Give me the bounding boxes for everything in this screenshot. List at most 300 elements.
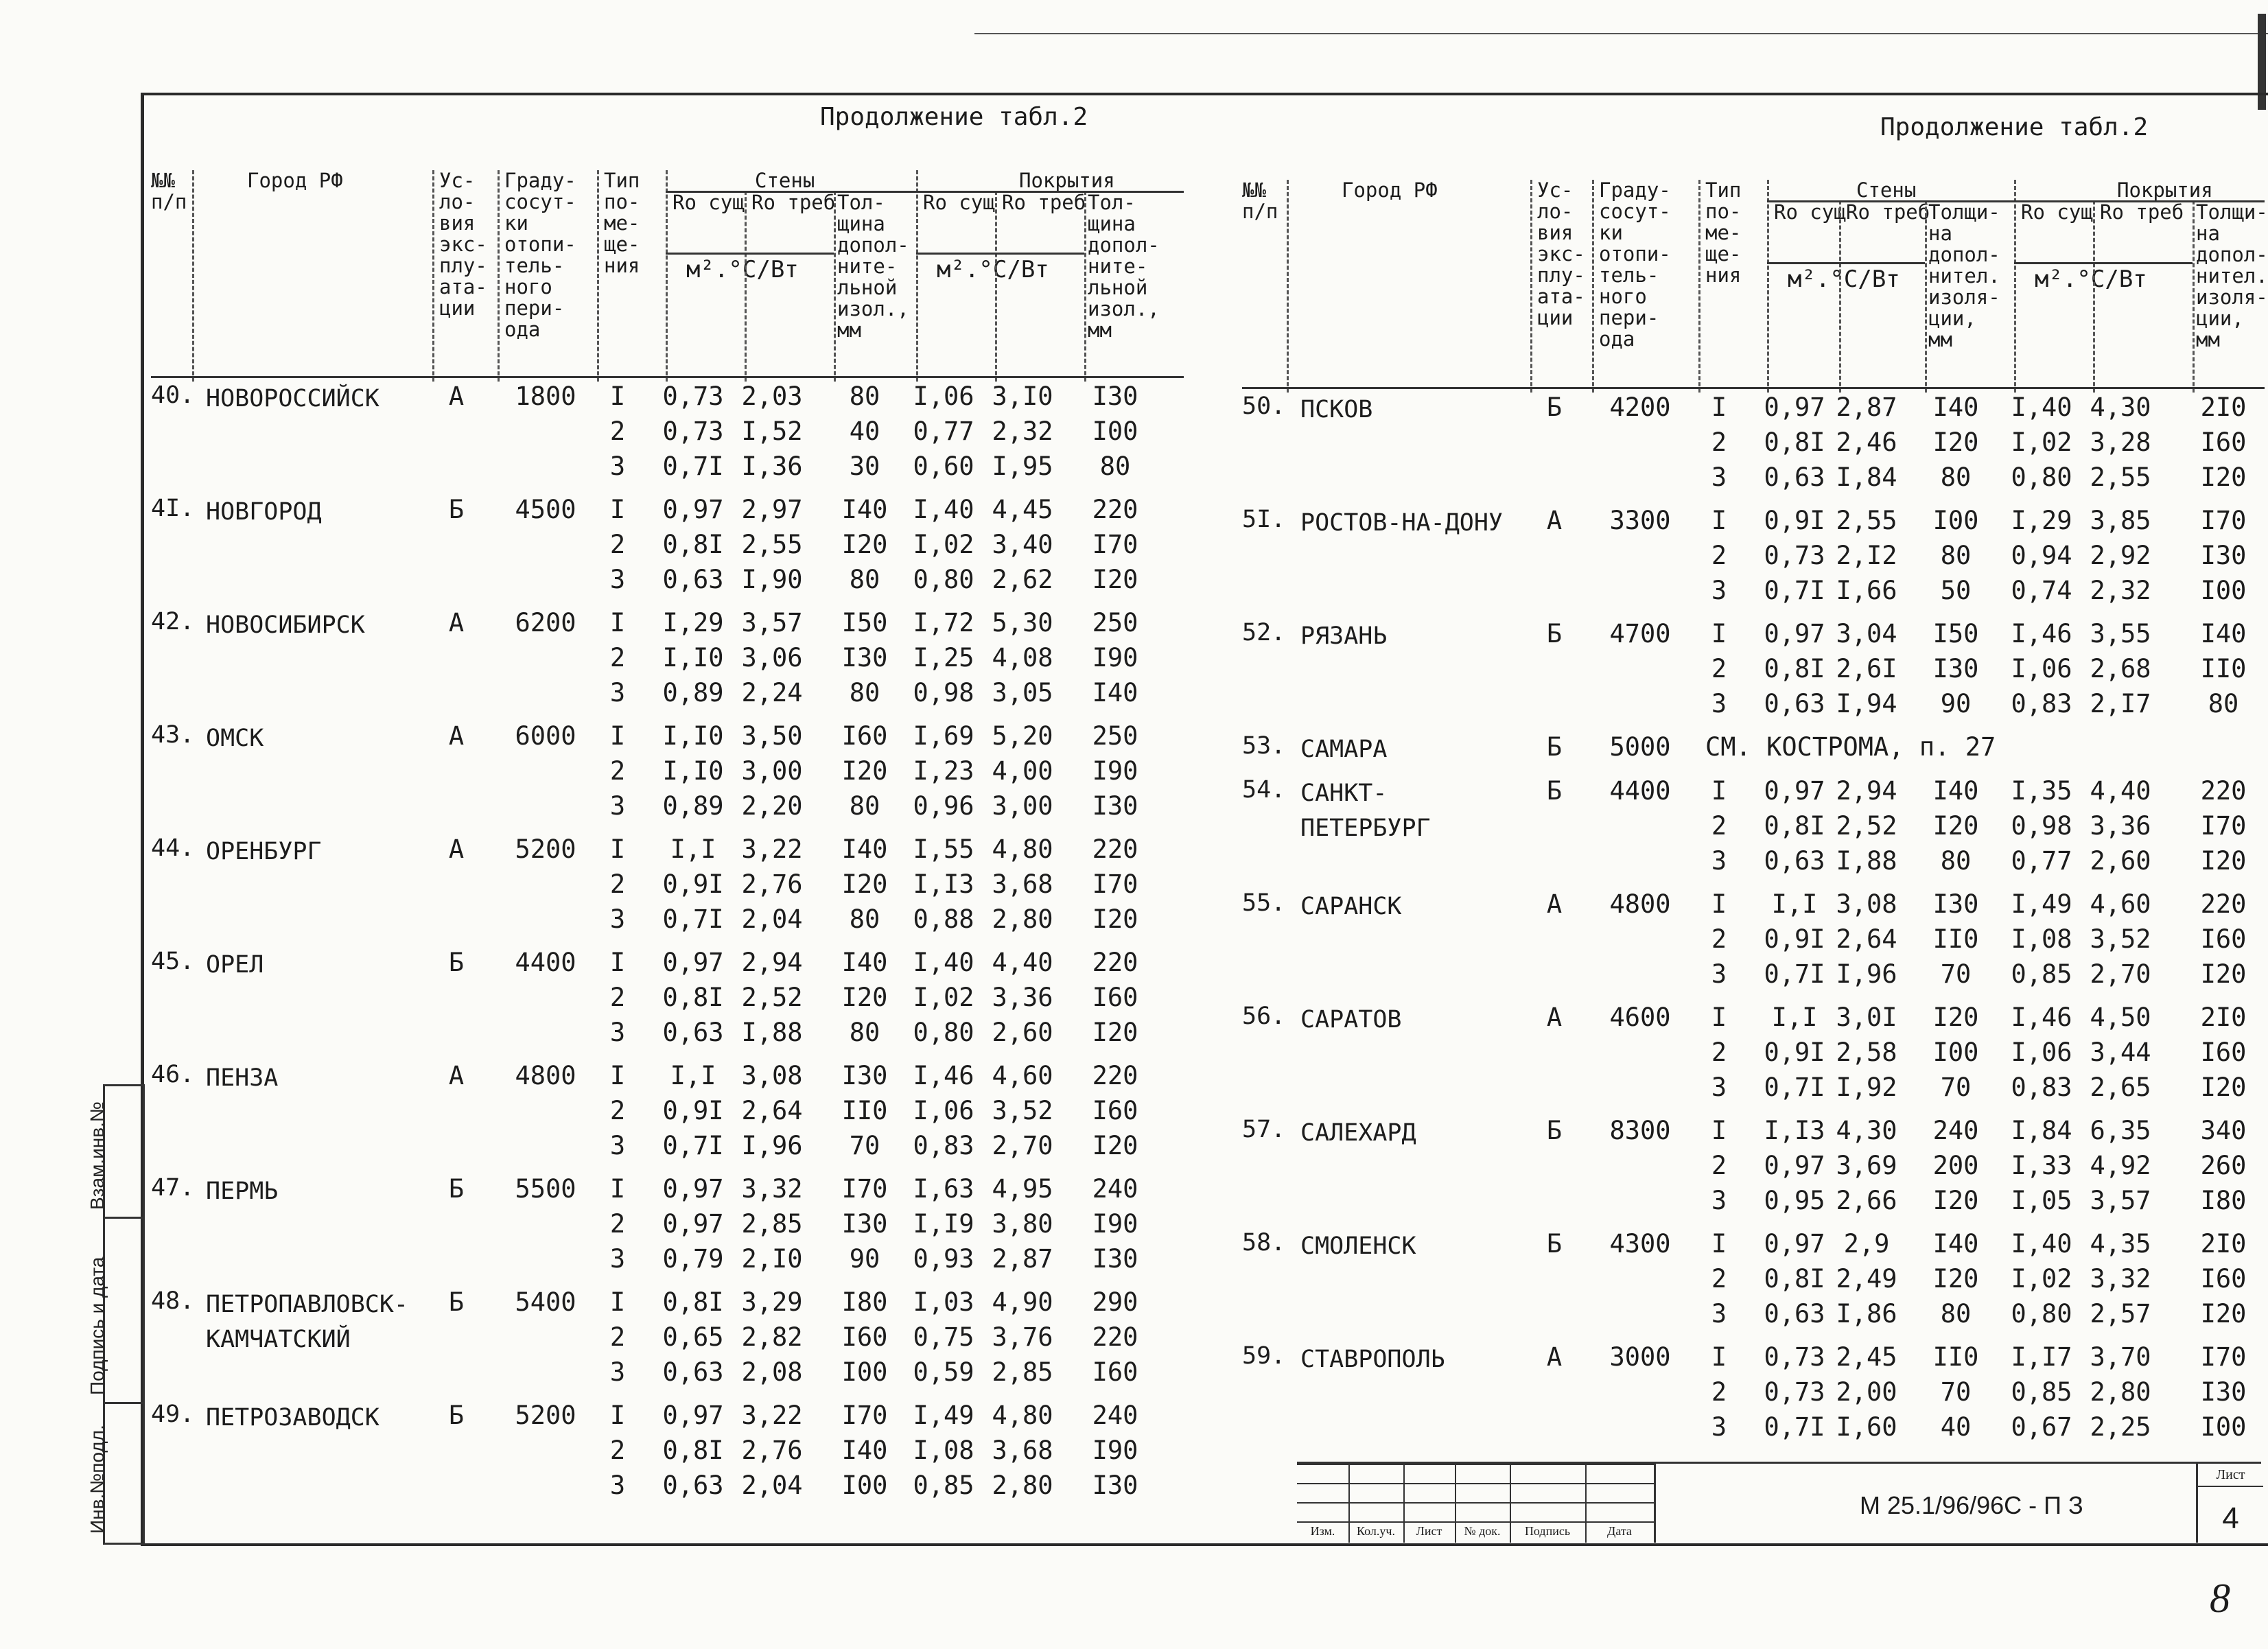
room-type: 3 <box>609 904 626 934</box>
header-divider <box>432 170 434 382</box>
binding-margin-stamp <box>86 1084 145 1545</box>
room-type: I <box>609 382 626 411</box>
walls-r-exist: 0,8I <box>1764 428 1825 457</box>
roof-r-req: 3,05 <box>992 678 1053 707</box>
header-divider <box>1592 180 1594 393</box>
walls-thickness: I40 <box>1932 1228 1979 1259</box>
room-type: 3 <box>1711 1298 1727 1329</box>
roof-r-req: 3,40 <box>992 530 1053 559</box>
roof-r-req: 2,62 <box>992 565 1053 594</box>
roof-r-exist: 0,83 <box>913 1131 974 1160</box>
roof-r-req: 2,68 <box>2090 654 2151 683</box>
degree-days: 4400 <box>1609 775 1671 806</box>
walls-r-exist: 0,73 <box>662 417 724 446</box>
roof-thickness: II0 <box>2200 654 2247 683</box>
roof-r-req: 4,00 <box>992 756 1053 786</box>
walls-r-req: 2,08 <box>741 1357 803 1387</box>
operating-conditions: А <box>1546 1342 1563 1372</box>
roof-thickness: I70 <box>2200 810 2247 841</box>
walls-r-req: 2,03 <box>741 382 803 411</box>
roof-r-req: 3,52 <box>992 1096 1053 1125</box>
operating-conditions: А <box>448 608 465 638</box>
roof-r-req: 2,70 <box>992 1131 1053 1160</box>
roof-thickness: I20 <box>2200 1072 2247 1102</box>
room-type: I <box>1711 1342 1727 1372</box>
stamp-label-date: Дата <box>1607 1524 1632 1538</box>
walls-r-exist: 0,7I <box>1764 576 1825 605</box>
roof-r-req: 3,57 <box>2090 1185 2151 1215</box>
walls-thickness: I00 <box>1932 1037 1979 1067</box>
walls-r-req: 2,I2 <box>1836 541 1897 570</box>
roof-r-exist: I,02 <box>913 983 974 1012</box>
walls-r-req: 2,04 <box>741 1471 803 1500</box>
roof-r-exist: I,49 <box>2011 889 2072 919</box>
roof-thickness: I60 <box>2200 924 2247 954</box>
walls-r-req: 2,76 <box>741 1436 803 1465</box>
walls-r-req: 2,94 <box>1836 775 1897 806</box>
walls-thickness: I50 <box>1932 619 1979 648</box>
walls-thickness: I30 <box>841 643 888 673</box>
walls-r-req: 3,08 <box>741 1061 803 1090</box>
walls-r-exist: 0,8I <box>662 530 724 559</box>
header-room-type: Тип по- ме- ще- ния <box>604 169 640 277</box>
walls-r-exist: 0,73 <box>1764 1342 1825 1372</box>
room-type: 2 <box>609 530 626 559</box>
sheet-label: Лист <box>2198 1467 2263 1487</box>
roof-thickness: 220 <box>1092 1061 1138 1090</box>
walls-thickness: 80 <box>1940 845 1972 876</box>
walls-r-req: I,84 <box>1836 463 1897 492</box>
header-walls-r-exist: Rо сущ <box>1774 200 1846 224</box>
header-divider <box>1698 180 1700 393</box>
stamp-label-signature: Подпись <box>1524 1524 1571 1538</box>
walls-r-req: I,86 <box>1836 1298 1897 1329</box>
walls-r-exist: 0,9I <box>662 1096 724 1125</box>
roof-r-req: 3,44 <box>2090 1037 2151 1067</box>
roof-r-req: 5,20 <box>992 721 1053 751</box>
walls-r-exist: 0,97 <box>1764 775 1825 806</box>
header-walls-unit: м².°С/Вт <box>1788 266 1900 293</box>
roof-r-req: 3,68 <box>992 869 1053 899</box>
walls-r-exist: 0,97 <box>662 1174 724 1204</box>
room-type: 2 <box>1711 654 1727 683</box>
room-type: 3 <box>1711 689 1727 718</box>
header-walls-r-req: Rо треб <box>751 191 836 214</box>
walls-r-exist: I,I0 <box>662 643 724 673</box>
roof-r-exist: 0,94 <box>2011 541 2072 570</box>
roof-thickness: I60 <box>1092 1096 1138 1125</box>
walls-r-req: 3,69 <box>1836 1150 1897 1180</box>
walls-r-req: 2,46 <box>1836 428 1897 457</box>
roof-r-exist: I,06 <box>2011 654 2072 683</box>
degree-days: 4300 <box>1609 1228 1671 1259</box>
roof-thickness: I60 <box>1092 983 1138 1012</box>
header-walls-thickness: Тол- щина допол- ните- льной изол., мм <box>837 191 909 342</box>
degree-days: 5400 <box>515 1287 576 1317</box>
stamp-label-count: Кол.уч. <box>1357 1524 1395 1538</box>
header-divider <box>1287 180 1289 393</box>
walls-thickness: 80 <box>849 678 880 707</box>
roof-r-exist: I,29 <box>2011 506 2072 535</box>
roof-r-exist: I,23 <box>913 756 974 786</box>
roof-r-req: 3,55 <box>2090 619 2151 648</box>
roof-thickness: I70 <box>1092 530 1138 559</box>
walls-r-req: 2,58 <box>1836 1037 1897 1067</box>
walls-r-req: I,90 <box>741 565 803 594</box>
city-name: ПСКОВ <box>1300 396 1373 423</box>
city-name: САРАНСК <box>1300 892 1402 920</box>
roof-thickness: I20 <box>2200 463 2247 492</box>
row-number: 43. <box>151 721 195 749</box>
roof-r-exist: I,55 <box>913 834 974 864</box>
roof-thickness: I60 <box>2200 1037 2247 1067</box>
walls-thickness: 70 <box>1940 1072 1972 1102</box>
roof-thickness: 80 <box>2208 689 2239 718</box>
roof-r-exist: 0,98 <box>913 678 974 707</box>
walls-r-exist: 0,7I <box>662 452 724 481</box>
header-unit-rule-roof <box>916 253 1084 255</box>
walls-r-exist: 0,7I <box>662 904 724 934</box>
roof-r-req: 3,85 <box>2090 506 2151 535</box>
degree-days: 3000 <box>1609 1342 1671 1372</box>
roof-r-exist: I,06 <box>913 1096 974 1125</box>
walls-thickness: I20 <box>1932 810 1979 841</box>
row-number: 53. <box>1242 732 1286 760</box>
roof-thickness: I20 <box>2200 1298 2247 1329</box>
walls-r-req: 2,82 <box>741 1322 803 1352</box>
room-type: 2 <box>609 869 626 899</box>
walls-r-exist: 0,63 <box>1764 845 1825 876</box>
walls-r-req: I,88 <box>1836 845 1897 876</box>
room-type: I <box>1711 506 1727 535</box>
walls-r-req: 3,22 <box>741 834 803 864</box>
walls-r-req: 2,97 <box>741 495 803 524</box>
city-name: ПЕТРОПАВЛОВСК- КАМЧАТСКИЙ <box>206 1291 409 1353</box>
walls-r-exist: 0,8I <box>662 1436 724 1465</box>
row-number: 57. <box>1242 1115 1286 1143</box>
margin-cell-replace <box>86 1086 143 1219</box>
roof-r-req: 3,36 <box>2090 810 2151 841</box>
walls-thickness: I40 <box>841 948 888 977</box>
operating-conditions: Б <box>1546 775 1563 806</box>
walls-r-exist: I,I3 <box>1764 1115 1825 1145</box>
walls-r-exist: 0,97 <box>662 495 724 524</box>
city-name: НОВГОРОД <box>206 498 322 526</box>
header-group-rule <box>1767 200 2265 202</box>
roof-r-exist: 0,80 <box>2011 1298 2072 1329</box>
walls-r-req: 2,66 <box>1836 1185 1897 1215</box>
roof-thickness: I60 <box>2200 428 2247 457</box>
walls-r-req: 3,08 <box>1836 889 1897 919</box>
walls-thickness: I20 <box>1932 428 1979 457</box>
roof-r-exist: I,I7 <box>2011 1342 2072 1372</box>
walls-r-exist: 0,8I <box>1764 1263 1825 1294</box>
walls-thickness: 80 <box>849 382 880 411</box>
walls-r-exist: 0,89 <box>662 791 724 821</box>
degree-days: 4600 <box>1609 1002 1671 1032</box>
degree-days: 4200 <box>1609 393 1671 422</box>
roof-thickness: 240 <box>1092 1401 1138 1430</box>
walls-r-exist: I,29 <box>662 608 724 638</box>
room-type: 2 <box>609 643 626 673</box>
roof-r-exist: 0,80 <box>2011 463 2072 492</box>
roof-thickness: 250 <box>1092 608 1138 638</box>
roof-r-exist: I,35 <box>2011 775 2072 806</box>
walls-thickness: 40 <box>849 417 880 446</box>
roof-r-exist: I,06 <box>913 382 974 411</box>
roof-r-exist: I,40 <box>913 495 974 524</box>
walls-r-req: 3,22 <box>741 1401 803 1430</box>
operating-conditions: Б <box>1546 619 1563 648</box>
roof-r-exist: 0,60 <box>913 452 974 481</box>
header-unit-rule-roof <box>2014 262 2193 264</box>
header-subdivider <box>2193 200 2195 393</box>
walls-thickness: 30 <box>849 452 880 481</box>
header-num: №№ п/п <box>1242 178 1278 223</box>
walls-r-req: 3,0I <box>1836 1002 1897 1032</box>
walls-r-exist: I,I <box>670 834 716 864</box>
roof-r-req: 3,28 <box>2090 428 2151 457</box>
roof-thickness: 240 <box>1092 1174 1138 1204</box>
walls-r-req: 2,20 <box>741 791 803 821</box>
operating-conditions: А <box>1546 506 1563 535</box>
walls-r-req: 2,04 <box>741 904 803 934</box>
header-divider <box>597 170 599 382</box>
margin-label-signature: Подпись и дата <box>86 1256 108 1395</box>
walls-thickness: 90 <box>849 1244 880 1274</box>
roof-thickness: I70 <box>2200 1342 2247 1372</box>
room-type: 3 <box>609 452 626 481</box>
header-roofs-r-req: Rо треб <box>2100 200 2184 224</box>
header-conditions: Ус- ло- вия экс- плу- ата- ции <box>1537 178 1585 329</box>
degree-days: 6000 <box>515 721 576 751</box>
room-type: I <box>609 608 626 638</box>
city-name: ОРЕЛ <box>206 951 264 979</box>
walls-r-exist: 0,7I <box>662 1131 724 1160</box>
roof-r-req: 5,30 <box>992 608 1053 638</box>
header-walls: Стены <box>1856 178 1917 202</box>
room-type: I <box>609 1174 626 1204</box>
roof-thickness: I40 <box>2200 619 2247 648</box>
margin-label-inventory: Инв.№подл. <box>86 1425 108 1534</box>
header-roofs-unit: м².°С/Вт <box>937 256 1049 283</box>
walls-r-req: 2,64 <box>741 1096 803 1125</box>
roof-thickness: I00 <box>2200 576 2247 605</box>
header-roofs-unit: м².°С/Вт <box>2035 266 2147 293</box>
header-divider <box>192 170 194 382</box>
room-type: 3 <box>1711 845 1727 876</box>
walls-thickness: I30 <box>841 1061 888 1090</box>
roof-thickness: 220 <box>1092 495 1138 524</box>
walls-thickness: 80 <box>1940 463 1972 492</box>
walls-r-req: I,66 <box>1836 576 1897 605</box>
walls-r-req: 3,04 <box>1836 619 1897 648</box>
walls-r-req: 2,64 <box>1836 924 1897 954</box>
roof-r-exist: 0,77 <box>913 417 974 446</box>
header-divider <box>916 170 918 382</box>
walls-r-req: 2,I0 <box>741 1244 803 1274</box>
roof-thickness: 340 <box>2200 1115 2247 1145</box>
walls-thickness: I80 <box>841 1287 888 1317</box>
continuation-title-left: Продолжение табл.2 <box>820 103 1088 131</box>
room-type: 2 <box>609 417 626 446</box>
city-name: СТАВРОПОЛЬ <box>1300 1345 1445 1373</box>
operating-conditions: Б <box>448 948 465 977</box>
walls-r-req: 3,50 <box>741 721 803 751</box>
walls-thickness: I00 <box>841 1357 888 1387</box>
walls-r-req: 3,57 <box>741 608 803 638</box>
header-walls-unit: м².°С/Вт <box>686 256 799 283</box>
room-type: I <box>609 721 626 751</box>
walls-thickness: I30 <box>841 1209 888 1239</box>
roof-r-exist: I,I3 <box>913 869 974 899</box>
roof-r-req: 2,80 <box>2090 1377 2151 1407</box>
city-name: САМАРА <box>1300 736 1388 763</box>
roof-thickness: 2I0 <box>2200 1002 2247 1032</box>
walls-thickness: I20 <box>841 983 888 1012</box>
roof-r-req: 2,60 <box>2090 845 2151 876</box>
walls-thickness: I00 <box>1932 506 1979 535</box>
header-num: №№ п/п <box>151 169 187 213</box>
roof-r-req: 4,92 <box>2090 1150 2151 1180</box>
header-group-rule <box>666 191 1184 193</box>
roof-r-req: 3,76 <box>992 1322 1053 1352</box>
city-name: САРАТОВ <box>1300 1005 1402 1033</box>
header-divider <box>2014 180 2016 393</box>
walls-thickness: 90 <box>1940 689 1972 718</box>
walls-r-exist: 0,63 <box>662 1357 724 1387</box>
roof-r-req: 4,40 <box>2090 775 2151 806</box>
walls-thickness: 50 <box>1940 576 1972 605</box>
roof-thickness: 2I0 <box>2200 1228 2247 1259</box>
walls-r-exist: 0,97 <box>662 1209 724 1239</box>
roof-r-exist: I,46 <box>2011 619 2072 648</box>
room-type: 3 <box>609 565 626 594</box>
room-type: 2 <box>609 1096 626 1125</box>
degree-days: 6200 <box>515 608 576 638</box>
walls-r-req: 3,06 <box>741 643 803 673</box>
roof-r-exist: I,33 <box>2011 1150 2072 1180</box>
roof-r-req: 4,45 <box>992 495 1053 524</box>
roof-r-req: 4,08 <box>992 643 1053 673</box>
degree-days: 1800 <box>515 382 576 411</box>
room-type: 3 <box>1711 463 1727 492</box>
header-roofs-thickness: Толщи- на допол- нител. изоля- ции, мм <box>2196 200 2268 351</box>
header-unit-rule <box>666 253 834 255</box>
roof-r-req: I,95 <box>992 452 1053 481</box>
walls-r-exist: 0,63 <box>662 1471 724 1500</box>
header-city: Город РФ <box>247 169 343 192</box>
walls-thickness: I40 <box>841 1436 888 1465</box>
walls-r-req: I,96 <box>1836 959 1897 989</box>
walls-r-exist: 0,97 <box>1764 1228 1825 1259</box>
roof-thickness: I70 <box>1092 869 1138 899</box>
stamp-label-change: Изм. <box>1310 1524 1335 1538</box>
operating-conditions: Б <box>448 1401 465 1430</box>
city-name: ОМСК <box>206 725 264 752</box>
header-divider <box>666 170 668 382</box>
roof-r-req: 3,68 <box>992 1436 1053 1465</box>
header-roofs: Покрытия <box>1019 169 1115 192</box>
walls-r-req: 3,00 <box>741 756 803 786</box>
row-number: 46. <box>151 1061 195 1088</box>
room-type: 2 <box>1711 1377 1727 1407</box>
room-type: I <box>1711 619 1727 648</box>
row-number: 47. <box>151 1174 195 1202</box>
room-type: 3 <box>609 1244 626 1274</box>
walls-r-exist: 0,97 <box>662 1401 724 1430</box>
degree-days: 8300 <box>1609 1115 1671 1145</box>
walls-r-exist: I,I <box>1771 1002 1818 1032</box>
operating-conditions: А <box>448 721 465 751</box>
header-divider <box>1530 180 1532 393</box>
roof-r-exist: I,69 <box>913 721 974 751</box>
operating-conditions: А <box>448 1061 465 1090</box>
walls-r-exist: 0,97 <box>662 948 724 977</box>
walls-thickness: I40 <box>1932 775 1979 806</box>
walls-r-exist: 0,63 <box>662 565 724 594</box>
roof-thickness: 220 <box>1092 948 1138 977</box>
roof-r-req: 2,70 <box>2090 959 2151 989</box>
roof-r-exist: 0,98 <box>2011 810 2072 841</box>
roof-thickness: I80 <box>2200 1185 2247 1215</box>
walls-r-req: 2,94 <box>741 948 803 977</box>
header-bottom-rule <box>1242 387 2265 389</box>
room-type: 2 <box>609 756 626 786</box>
roof-r-exist: 0,85 <box>2011 959 2072 989</box>
roof-r-exist: 0,83 <box>2011 689 2072 718</box>
operating-conditions: Б <box>448 1287 465 1317</box>
roof-thickness: I20 <box>1092 565 1138 594</box>
walls-r-exist: 0,63 <box>1764 463 1825 492</box>
room-type: I <box>1711 775 1727 806</box>
header-subdivider <box>2093 200 2095 393</box>
walls-thickness: 80 <box>1940 541 1972 570</box>
degree-days: 4700 <box>1609 619 1671 648</box>
room-type: 3 <box>1711 1072 1727 1102</box>
walls-r-req: 3,29 <box>741 1287 803 1317</box>
walls-r-req: 2,52 <box>1836 810 1897 841</box>
walls-r-exist: 0,63 <box>1764 1298 1825 1329</box>
walls-thickness: I70 <box>841 1401 888 1430</box>
roof-r-exist: 0,93 <box>913 1244 974 1274</box>
walls-r-exist: 0,79 <box>662 1244 724 1274</box>
walls-r-req: 2,9 <box>1843 1228 1890 1259</box>
roof-r-exist: I,08 <box>2011 924 2072 954</box>
roof-r-req: 3,36 <box>992 983 1053 1012</box>
roof-r-req: 2,65 <box>2090 1072 2151 1102</box>
roof-thickness: I40 <box>1092 678 1138 707</box>
walls-thickness: I20 <box>1932 1002 1979 1032</box>
roof-thickness: I30 <box>1092 382 1138 411</box>
walls-r-exist: 0,97 <box>1764 1150 1825 1180</box>
operating-conditions: Б <box>1546 1228 1563 1259</box>
roof-r-exist: I,63 <box>913 1174 974 1204</box>
roof-r-exist: 0,74 <box>2011 576 2072 605</box>
roof-r-exist: 0,83 <box>2011 1072 2072 1102</box>
row-number: 42. <box>151 608 195 635</box>
walls-r-exist: 0,9I <box>1764 1037 1825 1067</box>
header-divider <box>498 170 500 382</box>
header-roofs-r-exist: Rо сущ <box>2021 200 2093 224</box>
margin-cell-inventory <box>86 1402 143 1541</box>
roof-thickness: I90 <box>1092 1209 1138 1239</box>
roof-r-exist: I,46 <box>913 1061 974 1090</box>
walls-r-exist: 0,8I <box>662 1287 724 1317</box>
header-unit-rule <box>1767 262 1925 264</box>
room-type: 2 <box>609 983 626 1012</box>
walls-r-req: 2,52 <box>741 983 803 1012</box>
